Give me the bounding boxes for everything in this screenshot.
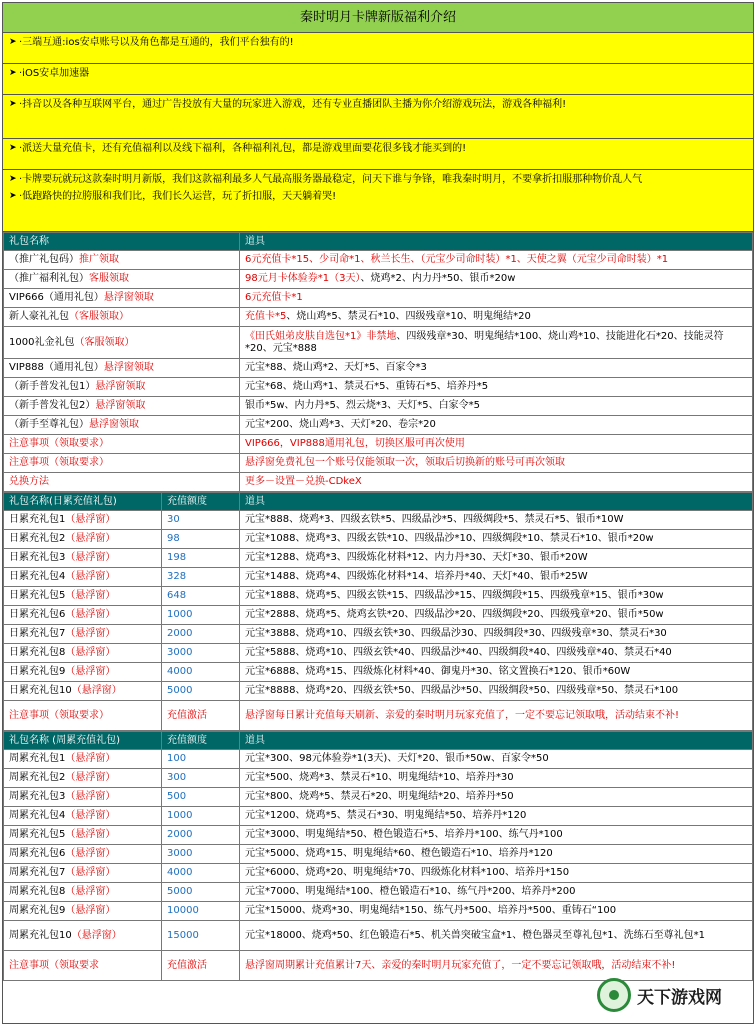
gift-items: 悬浮窗免费礼包一个账号仅能领取一次，领取后切换新的账号可再次领取 [245, 457, 565, 468]
pack-items: 元宝*8888、烧鸡*20、四级玄铁*50、四级晶沙*50、四级绸段*50、四级残章*50、禁灵石*100 [240, 682, 753, 701]
pack-tag: （悬浮窗） [65, 590, 116, 601]
gift-items-highlight: 充值卡*5 [245, 311, 287, 322]
pack-name: 周累充礼包3 [9, 791, 66, 802]
gift-channel: 客服领取 [89, 273, 129, 284]
pack-tag: （悬浮窗） [65, 571, 116, 582]
pack-name-cell [4, 845, 162, 864]
pack-tag: （悬浮窗） [65, 753, 116, 764]
pack-items: 元宝*1488、烧鸡*4、四级炼化材料*14、培养丹*40、天灯*40、银币*25W [240, 568, 753, 587]
intro-row-3 [3, 95, 753, 139]
pack-items: 元宝*5888、烧鸡*10、四级玄铁*40、四级晶沙*40、四级绸段*40、四级残章*40、禁灵石*40 [240, 644, 753, 663]
gift-name: （新手至尊礼包） [9, 419, 89, 430]
pack-items: 元宝*1200、烧鸡*5、禁灵石*30、明鬼绳结*50、培养丹*120 [240, 807, 753, 826]
pack-tag: （悬浮窗） [65, 905, 116, 916]
pack-name-cell [4, 921, 162, 951]
pack-name-cell [4, 769, 162, 788]
pack-tag: （悬浮窗） [65, 848, 116, 859]
gift-items-cell [240, 397, 753, 416]
pack-tag: （悬浮窗） [65, 533, 116, 544]
col-header: 充值额度 [162, 493, 240, 511]
pack-items: 元宝*5000、烧鸡*15、明鬼绳结*60、橙色锻造石*10、培养丹*120 [240, 845, 753, 864]
pack-name-cell [4, 883, 162, 902]
gift-items: 元宝*200、烧山鸡*3、天灯*20、卷宗*20 [245, 419, 436, 430]
table-row [4, 883, 753, 902]
gift-items-cell [240, 435, 753, 454]
pack-items: 元宝*2888、烧鸡*5、烧鸡玄铁*20、四级晶沙*20、四级绸段*20、四级残章*20、银币*50w [240, 606, 753, 625]
table-row [4, 826, 753, 845]
pack-items: 元宝*3000、明鬼绳结*50、橙色锻造石*5、培养丹*100、练气丹*100 [240, 826, 753, 845]
gift-name-cell [4, 454, 240, 473]
pack-items: 元宝*3888、烧鸡*10、四级玄铁*30、四级晶沙30、四级绸段*30、四级残章*30、禁灵石*30 [240, 625, 753, 644]
pack-name: 周累充礼包6 [9, 848, 66, 859]
table-row [4, 289, 753, 308]
pack-tag: （悬浮窗） [65, 609, 116, 620]
pack-name: 日累充礼包6 [9, 609, 66, 620]
pack-name-cell [4, 663, 162, 682]
col-header: 道具 [240, 493, 753, 511]
page-title: 秦时明月卡牌新版福利介绍 [3, 3, 753, 33]
gift-items-cell [240, 251, 753, 270]
pack-name: 日累充礼包9 [9, 666, 66, 677]
pack-name-cell [4, 511, 162, 530]
gift-items-cell [240, 473, 753, 492]
pack-tag: （悬浮窗） [65, 552, 116, 563]
pack-tag: （悬浮窗） [65, 514, 116, 525]
recharge-amount: 15000 [162, 921, 240, 951]
col-header: 礼包名称(日累充值礼包) [4, 493, 162, 511]
table-row [4, 359, 753, 378]
pack-name-cell [4, 549, 162, 568]
gift-name: （推广福利礼包） [9, 273, 89, 284]
col-header: 道具 [240, 732, 753, 750]
gift-items: 、烧山鸡*5、禁灵石*10、四级残章*10、明鬼绳结*20 [286, 311, 531, 322]
table-row [4, 625, 753, 644]
gift-items: 、四级残章*30、明鬼绳结*100、烧山鸡*10、技能进化石*20、技能灵符*20、元宝*888 [245, 330, 724, 354]
gift-name: （新手普发礼包2） [9, 400, 96, 411]
pack-name: 日累充礼包10 [9, 685, 72, 696]
recharge-amount: 10000 [162, 902, 240, 921]
pack-tag: （悬浮窗） [65, 628, 116, 639]
pack-items: 元宝*6000、烧鸡*20、明鬼绳结*70、四级炼化材料*100、培养丹*150 [240, 864, 753, 883]
pack-name: 周累充礼包4 [9, 810, 66, 821]
pack-name-cell [4, 902, 162, 921]
weekly-table [3, 731, 753, 981]
pack-name-cell [4, 826, 162, 845]
table-row [4, 921, 753, 951]
pack-items: 元宝*15000、烧鸡*30、明鬼绳结*150、练气丹*500、培养丹*500、重铸石“100 [240, 902, 753, 921]
gift-items-highlight: 98元月卡体验券*1（3天） [245, 273, 361, 284]
gift-items: VIP666，VIP888通用礼包，切换区服可再次使用 [245, 438, 465, 449]
col-header: 礼包名称 (周累充值礼包) [4, 732, 162, 750]
note-text: 悬浮窗每日累计充值每天刷新、亲爱的秦时明月玩家充值了，一定不要忘记领取哦，活动结束不补! [240, 701, 753, 731]
pack-items: 元宝*300、98元体验券*1(3天)、天灯*20、银币*50w、百家令*50 [240, 750, 753, 769]
gift-items-cell [240, 454, 753, 473]
gift-name-cell [4, 359, 240, 378]
intro-row-2 [3, 64, 753, 95]
pack-tag: （悬浮窗） [65, 791, 116, 802]
gift-name: 1000礼金礼包 [9, 336, 75, 348]
intro-line: ➤ ·卡牌要玩就玩这款秦时明月新版，我们这款福利最多人气最高服务器最稳定，问天下谁与争锋，唯我秦时明月，不要拿折扣服那种物价乱人气 [9, 173, 747, 186]
pack-items: 元宝*500、烧鸡*3、禁灵石*10、明鬼绳结*10、培养丹*30 [240, 769, 753, 788]
intro-line: ➤ ·iOS安卓加速器 [9, 67, 747, 80]
table-row [4, 435, 753, 454]
pack-items: 元宝*7000、明鬼绳结*100、橙色锻造石*10、练气丹*200、培养丹*200 [240, 883, 753, 902]
recharge-amount: 2000 [162, 625, 240, 644]
watermark-text: 天下游戏网 [637, 987, 722, 1008]
note-label: 注意事项（领取要求 [4, 951, 162, 981]
gift-name-cell [4, 308, 240, 327]
pack-name: 日累充礼包1 [9, 514, 66, 525]
pack-tag: （悬浮窗） [65, 829, 116, 840]
table-row [4, 473, 753, 492]
table-row [4, 308, 753, 327]
note-amount: 充值激活 [162, 701, 240, 731]
note-text: 悬浮窗周期累计充值累计7天、亲爱的秦时明月玩家充值了，一定不要忘记领取哦，活动结束不补! [240, 951, 753, 981]
table-row [4, 864, 753, 883]
gift-items: 、烧鸡*2、内力丹*50、银币*20w [360, 273, 516, 284]
site-watermark [597, 971, 747, 1019]
gift-channel: 悬浮窗领取 [103, 362, 154, 373]
pack-name-cell [4, 606, 162, 625]
table-row [4, 549, 753, 568]
table-row [4, 644, 753, 663]
recharge-amount: 500 [162, 788, 240, 807]
pack-items: 元宝*888、烧鸡*3、四级玄铁*5、四级晶沙*5、四级绸段*5、禁灵石*5、银币*10W [240, 511, 753, 530]
pack-name: 周累充礼包7 [9, 867, 66, 878]
gift-items: 6元充值卡*1 [245, 292, 303, 303]
table-row [4, 568, 753, 587]
gift-name-cell [4, 473, 240, 492]
recharge-amount: 2000 [162, 826, 240, 845]
pack-name: 日累充礼包3 [9, 552, 66, 563]
pack-tag: （悬浮窗） [65, 867, 116, 878]
recharge-amount: 3000 [162, 644, 240, 663]
logo-icon [597, 978, 631, 1012]
pack-name: 周累充礼包8 [9, 886, 66, 897]
gift-items-cell [240, 308, 753, 327]
table-row [4, 454, 753, 473]
intro-row-4 [3, 139, 753, 170]
table-row [4, 769, 753, 788]
intro-line: ➤ ·抖音以及各种互联网平台，通过广告投放有大量的玩家进入游戏，还有专业直播团队主播为你介绍游戏玩法，游戏各种福利! [9, 98, 747, 111]
pack-name: 周累充礼包10 [9, 929, 72, 941]
pack-name: 日累充礼包4 [9, 571, 66, 582]
table-row [4, 587, 753, 606]
table-row [4, 845, 753, 864]
recharge-amount: 300 [162, 769, 240, 788]
pack-tag: （悬浮窗） [65, 666, 116, 677]
pack-name: 周累充礼包9 [9, 905, 66, 916]
gift-items-cell [240, 270, 753, 289]
intro-row-1 [3, 33, 753, 64]
table-row [4, 397, 753, 416]
recharge-amount: 4000 [162, 663, 240, 682]
pack-name-cell [4, 682, 162, 701]
recharge-amount: 648 [162, 587, 240, 606]
table-row [4, 663, 753, 682]
gift-channel: （客服领取） [74, 336, 135, 348]
gift-name-cell [4, 289, 240, 308]
intro-row-5 [3, 170, 753, 232]
pack-name-cell [4, 530, 162, 549]
gift-channel: （客服领取） [69, 311, 129, 322]
pack-tag: （悬浮窗） [65, 810, 116, 821]
gift-name: 兑换方法 [9, 476, 49, 487]
welfare-document [2, 2, 754, 1024]
pack-name: 周累充礼包2 [9, 772, 66, 783]
note-amount: 充值激活 [162, 951, 240, 981]
recharge-amount: 100 [162, 750, 240, 769]
gift-name-cell [4, 416, 240, 435]
pack-name: 日累充礼包2 [9, 533, 66, 544]
gift-name: 注意事项（领取要求） [9, 457, 109, 468]
intro-line: ➤ ·低跑路快的拉胯服和我们比，我们长久运营，玩了折扣服，天天躺着哭! [9, 190, 747, 203]
gift-items-cell [240, 378, 753, 397]
table-row [4, 530, 753, 549]
pack-name: 日累充礼包5 [9, 590, 66, 601]
recharge-amount: 198 [162, 549, 240, 568]
gift-channel: 悬浮窗领取 [103, 292, 154, 303]
gift-items-highlight: 《田氏姐弟皮肤自选包*1》非禁地 [245, 330, 397, 342]
weekly-table-header [4, 732, 753, 750]
pack-items: 元宝*1088、烧鸡*3、四级玄铁*10、四级晶沙*10、四级绸段*10、禁灵石*10、银币*20w [240, 530, 753, 549]
pack-tag: （悬浮窗） [71, 929, 122, 941]
gift-channel: 推广领取 [79, 254, 119, 265]
pack-name-cell [4, 750, 162, 769]
pack-name-cell [4, 807, 162, 826]
pack-tag: （悬浮窗） [65, 886, 116, 897]
note-row [4, 701, 753, 731]
table-row [4, 416, 753, 435]
pack-name-cell [4, 587, 162, 606]
recharge-amount: 98 [162, 530, 240, 549]
gift-channel: 悬浮窗领取 [95, 400, 146, 411]
pack-name-cell [4, 625, 162, 644]
pack-items: 元宝*6888、烧鸡*15、四级炼化材料*40、御鬼丹*30、铭文置换石*120、银币*60W [240, 663, 753, 682]
table-row [4, 270, 753, 289]
recharge-amount: 30 [162, 511, 240, 530]
note-label: 注意事项（领取要求） [4, 701, 162, 731]
col-header: 道具 [240, 233, 753, 251]
intro-line: ➤ ·派送大量充值卡，还有充值福利以及线下福利，各种福利礼包，都是游戏里面要花很多钱才能买到的! [9, 142, 747, 155]
pack-items: 元宝*800、烧鸡*5、禁灵石*20、明鬼绳结*20、培养丹*50 [240, 788, 753, 807]
gift-name: VIP888（通用礼包） [9, 362, 104, 373]
recharge-amount: 328 [162, 568, 240, 587]
gift-name: （推广礼包码） [9, 254, 79, 265]
intro-line: ➤ ·三端互通:ios安卓账号以及角色都是互通的，我们平台独有的! [9, 36, 747, 49]
gift-name-cell [4, 327, 240, 359]
table-row [4, 378, 753, 397]
gift-name-cell [4, 378, 240, 397]
pack-tag: （悬浮窗） [65, 772, 116, 783]
pack-name-cell [4, 864, 162, 883]
recharge-amount: 1000 [162, 807, 240, 826]
pack-name-cell [4, 644, 162, 663]
table-row [4, 788, 753, 807]
recharge-amount: 5000 [162, 682, 240, 701]
gift-table-header [4, 233, 753, 251]
gift-items: 元宝*88、烧山鸡*2、天灯*5、百家令*3 [245, 362, 427, 373]
gift-items-cell [240, 416, 753, 435]
pack-items: 元宝*1888、烧鸡*5、四级玄铁*15、四级晶沙*15、四级绸段*15、四级残章*15、银币*30w [240, 587, 753, 606]
table-row [4, 807, 753, 826]
daily-table [3, 492, 753, 731]
pack-name: 日累充礼包8 [9, 647, 66, 658]
pack-tag: （悬浮窗） [65, 647, 116, 658]
table-row [4, 750, 753, 769]
gift-items: 更多－设置－兑换-CDkeX [245, 476, 362, 487]
gift-name: 新人豪礼礼包 [9, 311, 69, 322]
pack-name: 周累充礼包5 [9, 829, 66, 840]
table-row [4, 902, 753, 921]
gift-channel: 悬浮窗领取 [89, 419, 139, 430]
gift-items-cell [240, 359, 753, 378]
gift-name-cell [4, 397, 240, 416]
recharge-amount: 3000 [162, 845, 240, 864]
table-row [4, 327, 753, 359]
pack-name-cell [4, 788, 162, 807]
daily-table-header [4, 493, 753, 511]
gift-items: 银币*5w、内力丹*5、烈云烧*3、天灯*5、白家令*5 [245, 400, 480, 411]
pack-name-cell [4, 568, 162, 587]
recharge-amount: 5000 [162, 883, 240, 902]
gift-table [3, 232, 753, 492]
table-row [4, 682, 753, 701]
gift-name: VIP666（通用礼包） [9, 292, 104, 303]
gift-name: （新手普发礼包1） [9, 381, 96, 392]
pack-tag: （悬浮窗） [71, 685, 122, 696]
pack-items: 元宝*1288、烧鸡*3、四级炼化材料*12、内力丹*30、天灯*30、银币*20W [240, 549, 753, 568]
gift-items-cell [240, 327, 753, 359]
gift-name-cell [4, 251, 240, 270]
table-row [4, 251, 753, 270]
pack-items: 元宝*18000、烧鸡*50、红色锻造石*5、机关兽突破宝盒*1、橙色器灵至尊礼包*1、洗练石至尊礼包*1 [240, 921, 753, 951]
gift-name-cell [4, 435, 240, 454]
recharge-amount: 1000 [162, 606, 240, 625]
col-header: 礼包名称 [4, 233, 240, 251]
gift-items-cell [240, 289, 753, 308]
gift-items: 元宝*68、烧山鸡*1、禁灵石*5、重铸石*5、培养丹*5 [245, 381, 489, 392]
gift-name: 注意事项（领取要求） [9, 438, 109, 449]
gift-name-cell [4, 270, 240, 289]
recharge-amount: 4000 [162, 864, 240, 883]
table-row [4, 606, 753, 625]
col-header: 充值额度 [162, 732, 240, 750]
pack-name: 周累充礼包1 [9, 753, 66, 764]
pack-name: 日累充礼包7 [9, 628, 66, 639]
gift-channel: 悬浮窗领取 [95, 381, 146, 392]
table-row [4, 511, 753, 530]
gift-items: 6元充值卡*15、少司命*1、秋兰长生、（元宝少司命时装）*1、天使之翼（元宝少司命时装）*1 [245, 254, 669, 265]
